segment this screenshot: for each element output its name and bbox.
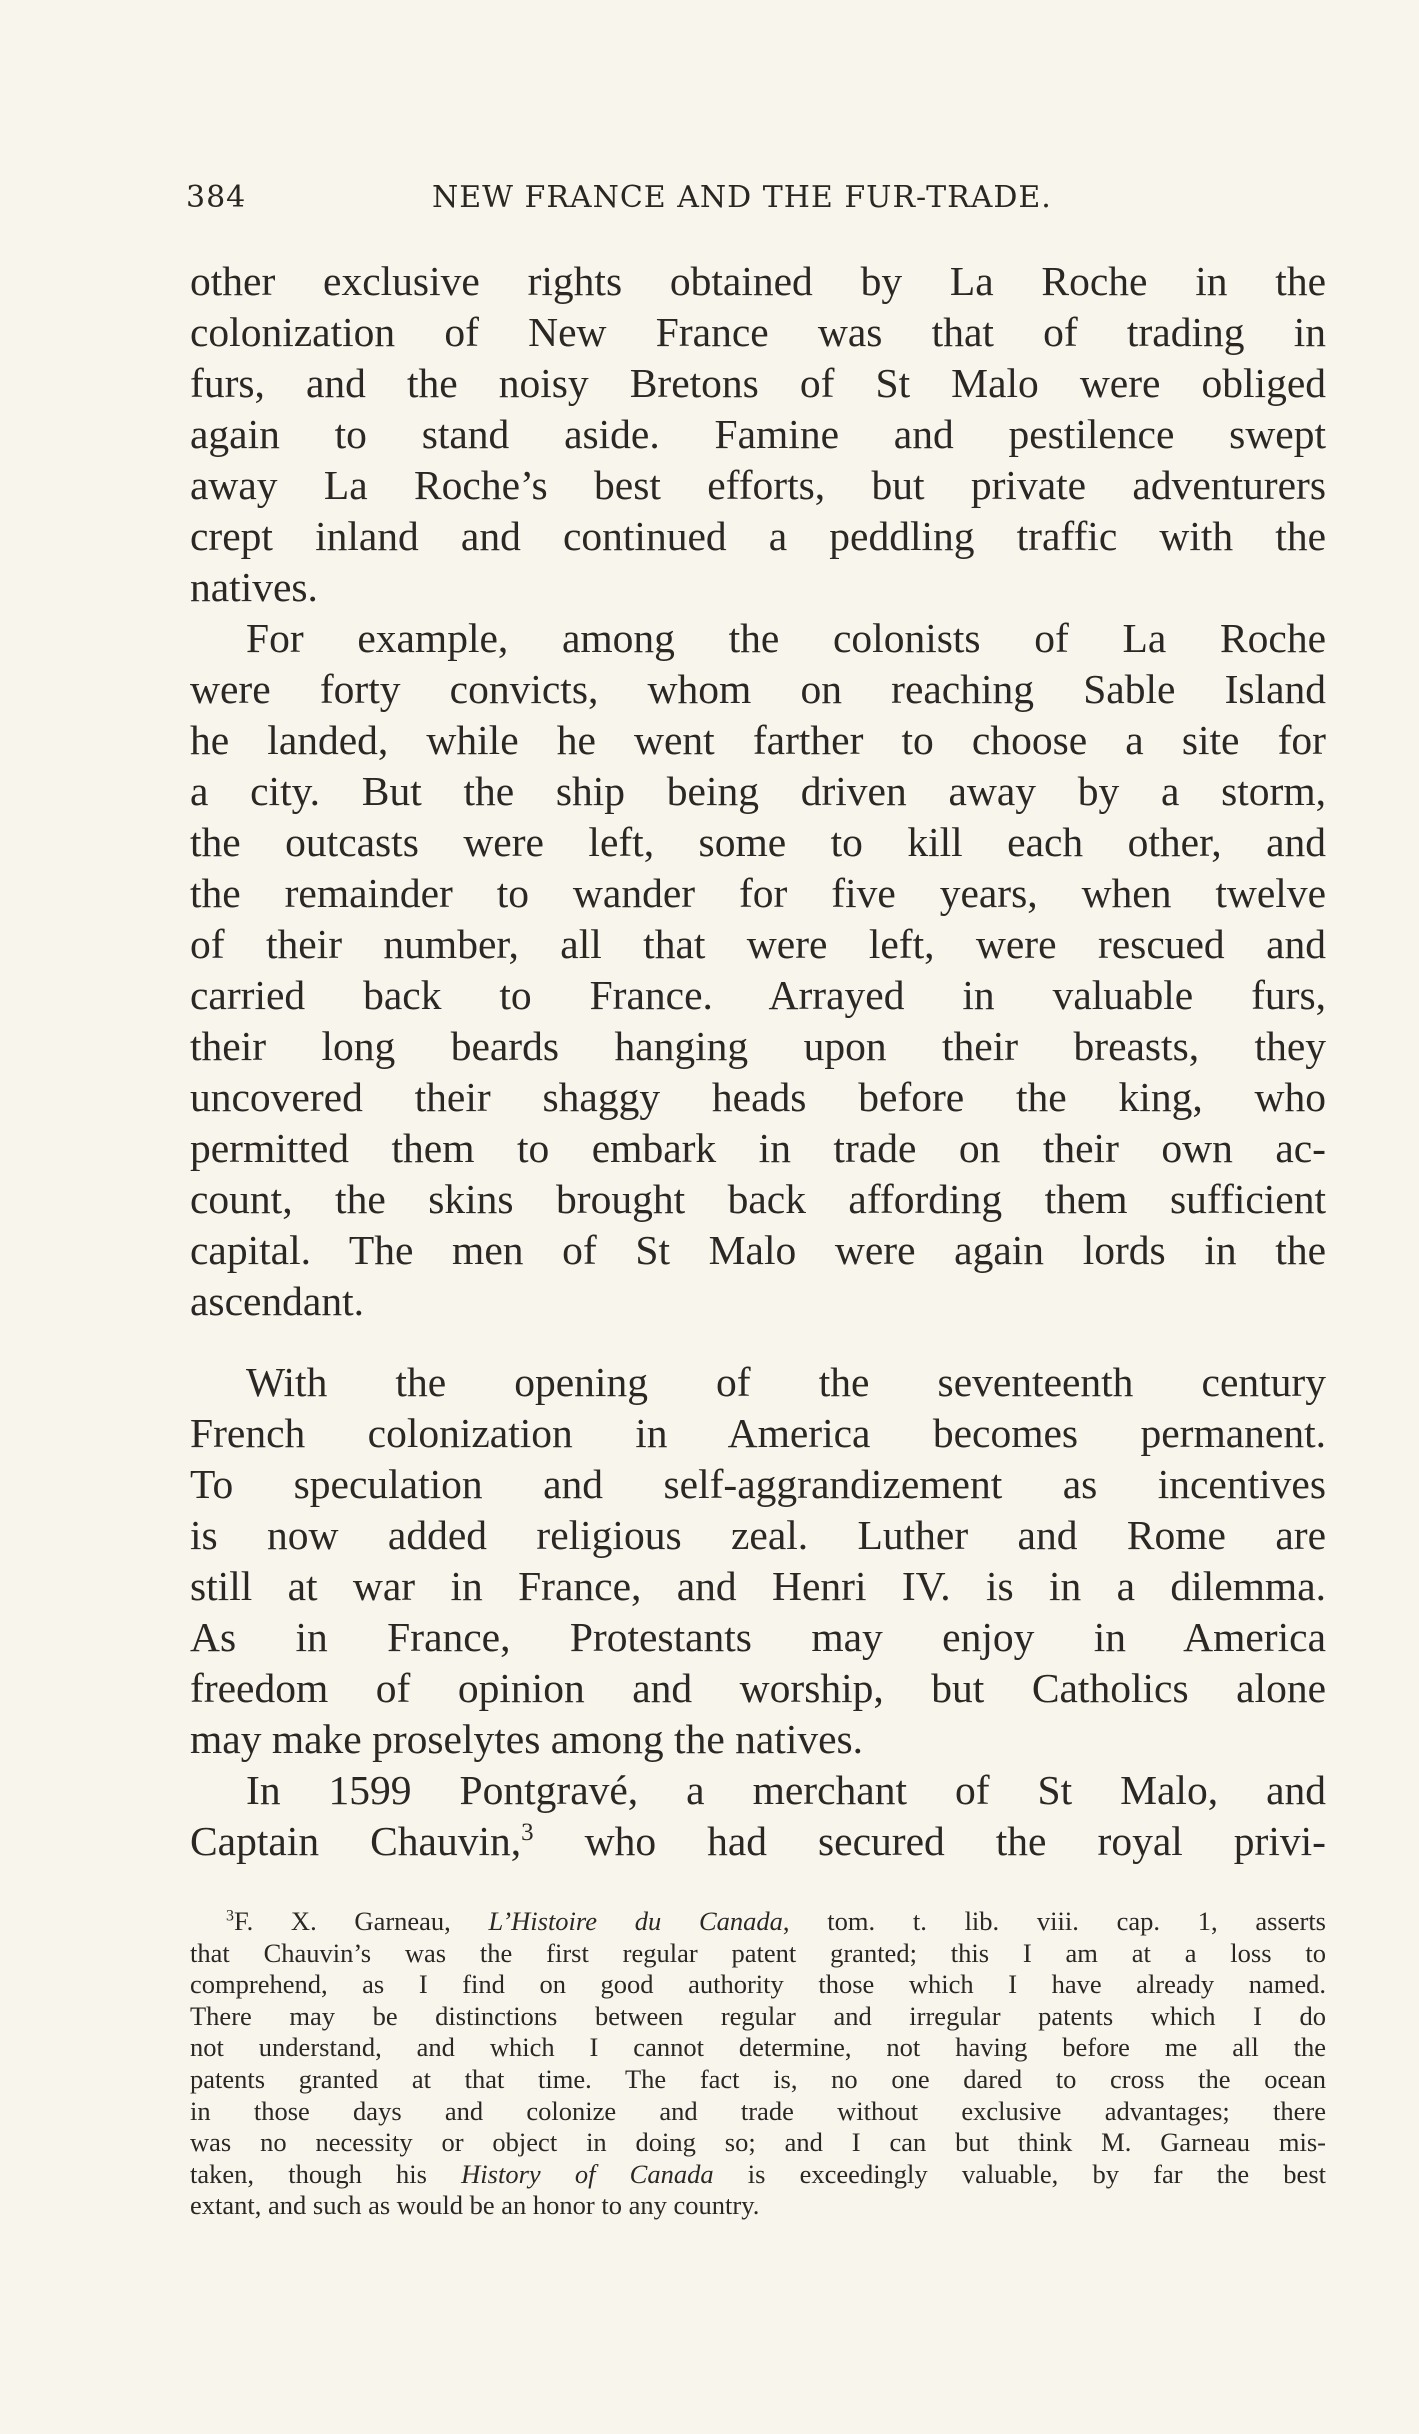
text-line: crept inland and continued a peddling traffic with the (190, 513, 1326, 559)
footnote (190, 1906, 1326, 2222)
text-line: count, the skins brought back affording them sufficient (190, 1176, 1326, 1222)
italic-title: L’Histoire du Canada (488, 1906, 783, 1936)
text-line: of their number, all that were left, were rescued and (190, 921, 1326, 967)
text-fragment: Captain Chauvin, (190, 1818, 522, 1864)
page-number: 384 (186, 180, 247, 215)
text-line: may make proselytes among the natives. (190, 1716, 864, 1762)
text-line: the outcasts were left, some to kill each other, and (190, 819, 1326, 865)
text-line: is now added religious zeal. Luther and Rome are (190, 1512, 1326, 1558)
text-line (190, 1816, 1326, 1867)
text-line: other exclusive rights obtained by La Roche in the (190, 258, 1326, 304)
footnote-line (190, 1906, 1326, 1938)
text-line: the remainder to wander for five years, when twelve (190, 870, 1326, 916)
text-line: French colonization in America becomes permanent. (190, 1410, 1326, 1456)
footnote-line: patents granted at that time. The fact is, no one dared to cross the ocean (190, 2063, 1326, 2094)
text-fragment: F. X. Garneau, (233, 1906, 489, 1936)
text-line: In 1599 Pontgravé, a merchant of St Malo, and (246, 1767, 1326, 1813)
running-title: NEW FRANCE AND THE FUR-TRADE. (432, 180, 1052, 215)
text-line: For example, among the colonists of La Roche (246, 615, 1326, 661)
text-line: furs, and the noisy Bretons of St Malo were obliged (190, 360, 1326, 406)
text-line: still at war in France, and Henri IV. is in a dilemma. (190, 1563, 1326, 1609)
footnote-line (190, 2159, 1326, 2191)
text-line: natives. (190, 564, 318, 610)
text-line: were forty convicts, whom on reaching Sable Island (190, 666, 1326, 712)
text-line: colonization of New France was that of trading in (190, 309, 1326, 355)
text-fragment: , tom. t. lib. viii. cap. 1, asserts (782, 1906, 1326, 1936)
footnote-line: extant, and such as would be an honor to any country. (190, 2190, 760, 2221)
text-fragment: is exceedingly valuable, by far the best (713, 2158, 1326, 2189)
body-section-2 (190, 1357, 1326, 1867)
footnote-reference: 3 (521, 1819, 534, 1847)
text-line: capital. The men of St Malo were again lords in the (190, 1227, 1326, 1273)
text-line: a city. But the ship being driven away by a storm, (190, 768, 1326, 814)
text-fragment: taken, though his (190, 2158, 462, 2189)
text-line: carried back to France. Arrayed in valuable furs, (190, 972, 1326, 1018)
footnote-line: not understand, and which I cannot determine, not having before me all the (190, 2032, 1326, 2063)
text-line: again to stand aside. Famine and pestilence swept (190, 411, 1326, 457)
text-line: With the opening of the seventeenth century (246, 1359, 1326, 1405)
text-line: ascendant. (190, 1278, 364, 1324)
text-line: he landed, while he went farther to choose a site for (190, 717, 1326, 763)
footnote-line: comprehend, as I find on good authority those which I have already named. (190, 1969, 1326, 2000)
text-line: freedom of opinion and worship, but Catholics alone (190, 1665, 1326, 1711)
footnote-line: that Chauvin’s was the first regular patent granted; this I am at a loss to (190, 1937, 1326, 1968)
footnote-marker: 3 (226, 1907, 234, 1925)
page-header (186, 180, 1326, 220)
footnote-line: There may be distinctions between regular and irregular patents which I do (190, 2000, 1326, 2031)
footnote-line: in those days and colonize and trade without exclusive advantages; there (190, 2095, 1326, 2126)
text-line: To speculation and self-aggrandizement as incentives (190, 1461, 1326, 1507)
italic-title: History of Canada (461, 2158, 714, 2189)
text-line: uncovered their shaggy heads before the king, who (190, 1074, 1326, 1120)
text-line: away La Roche’s best efforts, but private adventurers (190, 462, 1326, 508)
body-section-1 (190, 256, 1326, 1327)
text-line: As in France, Protestants may enjoy in America (190, 1614, 1326, 1660)
text-line: permitted them to embark in trade on their own ac- (190, 1125, 1326, 1171)
text-fragment: who had secured the royal privi- (584, 1818, 1326, 1864)
footnote-line: was no necessity or object in doing so; and I can but think M. Garneau mis- (190, 2127, 1326, 2158)
text-line: their long beards hanging upon their breasts, they (190, 1023, 1326, 1069)
